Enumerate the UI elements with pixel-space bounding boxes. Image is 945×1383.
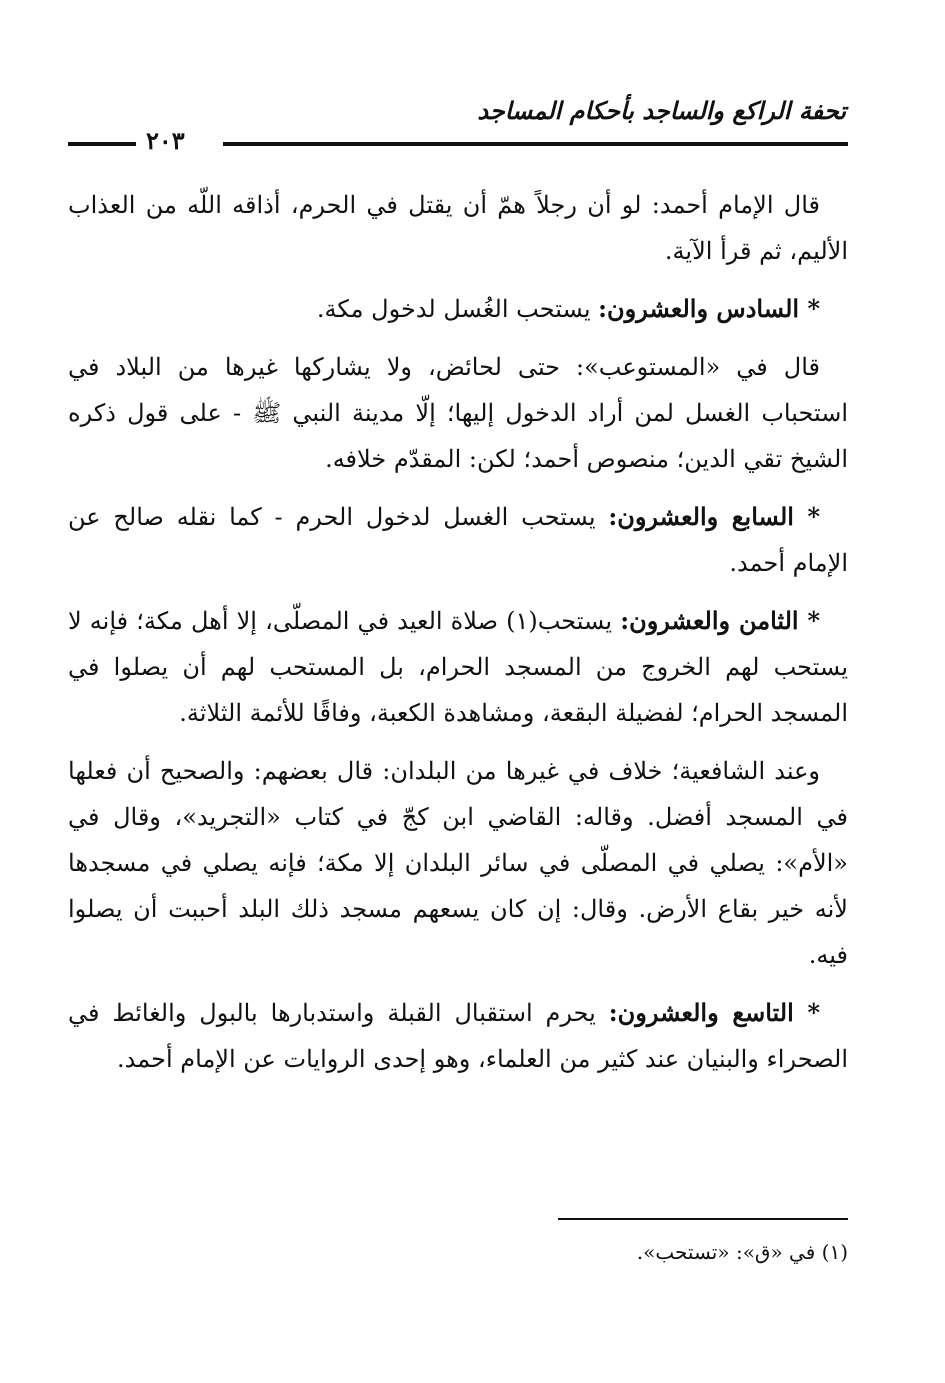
page-number: ٢٠٣ — [146, 126, 185, 155]
footnote: (١) في «ق»: «تستحب». — [636, 1240, 848, 1264]
paragraph — [68, 748, 848, 978]
page-header — [68, 96, 848, 156]
paragraph — [68, 344, 848, 482]
page-body — [68, 182, 848, 1082]
running-title: تحفة الراكع والساجد بأحكام المساجد — [477, 96, 846, 125]
paragraph-text: يحرم استقبال القبلة واستدبارها بالبول والغائط في الصحراء والبنيان عند كثير من العلماء، وهو إحدى الروايات عن الإمام أحمد. — [68, 999, 848, 1073]
paragraph-lead: * السابع والعشرون: — [608, 502, 820, 531]
paragraph-text: وعند الشافعية؛ خلاف في غيرها من البلدان: قال بعضهم: والصحيح أن فعلها في المسجد أفضل. وقاله: القاضي ابن كجّ في كتاب «التجريد»، وقال في «الأم»: يصلي في المصلّى في سائر البلدان إلا مكة؛ فإنه يصلي في مسجدها لأنه خير بقاع الأرض. وقال: إن كان يسعهم مسجد ذلك البلد أحببت أن يصلوا فيه. — [68, 757, 848, 969]
paragraph — [68, 286, 848, 332]
book-page — [68, 96, 848, 1326]
paragraph — [68, 990, 848, 1082]
paragraph-text: يستحب الغسل لدخول الحرم - كما نقله صالح عن الإمام أحمد. — [68, 503, 848, 577]
paragraph-text: يستحب(١) صلاة العيد في المصلّى، إلا أهل مكة؛ فإنه لا يستحب لهم الخروج من المسجد الحرام، بل المستحب لهم أن يصلوا في المسجد الحرام؛ لفضيلة البقعة، ومشاهدة الكعبة، وفاقًا للأئمة الثلاثة. — [68, 607, 848, 727]
page-number-rule — [68, 142, 136, 146]
paragraph — [68, 494, 848, 586]
paragraph-lead: * الثامن والعشرون: — [620, 606, 820, 635]
paragraph — [68, 598, 848, 736]
paragraph-text: قال في «المستوعب»: حتى لحائض، ولا يشاركها غيرها من البلاد في استحباب الغسل لمن أراد الدخول إليها؛ إلّا مدينة النبي ﷺ - على قول ذكره الشيخ تقي الدين؛ منصوص أحمد؛ لكن: المقدّم خلافه. — [68, 353, 848, 473]
paragraph — [68, 182, 848, 274]
paragraph-lead: * السادس والعشرون: — [598, 294, 820, 323]
header-rule — [223, 142, 848, 146]
paragraph-lead: * التاسع والعشرون: — [608, 998, 820, 1027]
footnote-rule — [558, 1218, 848, 1220]
paragraph-text: قال الإمام أحمد: لو أن رجلاً همّ أن يقتل في الحرم، أذاقه اللّه من العذاب الأليم، ثم قرأ الآية. — [68, 191, 848, 265]
paragraph-text: يستحب الغُسل لدخول مكة. — [316, 295, 591, 323]
